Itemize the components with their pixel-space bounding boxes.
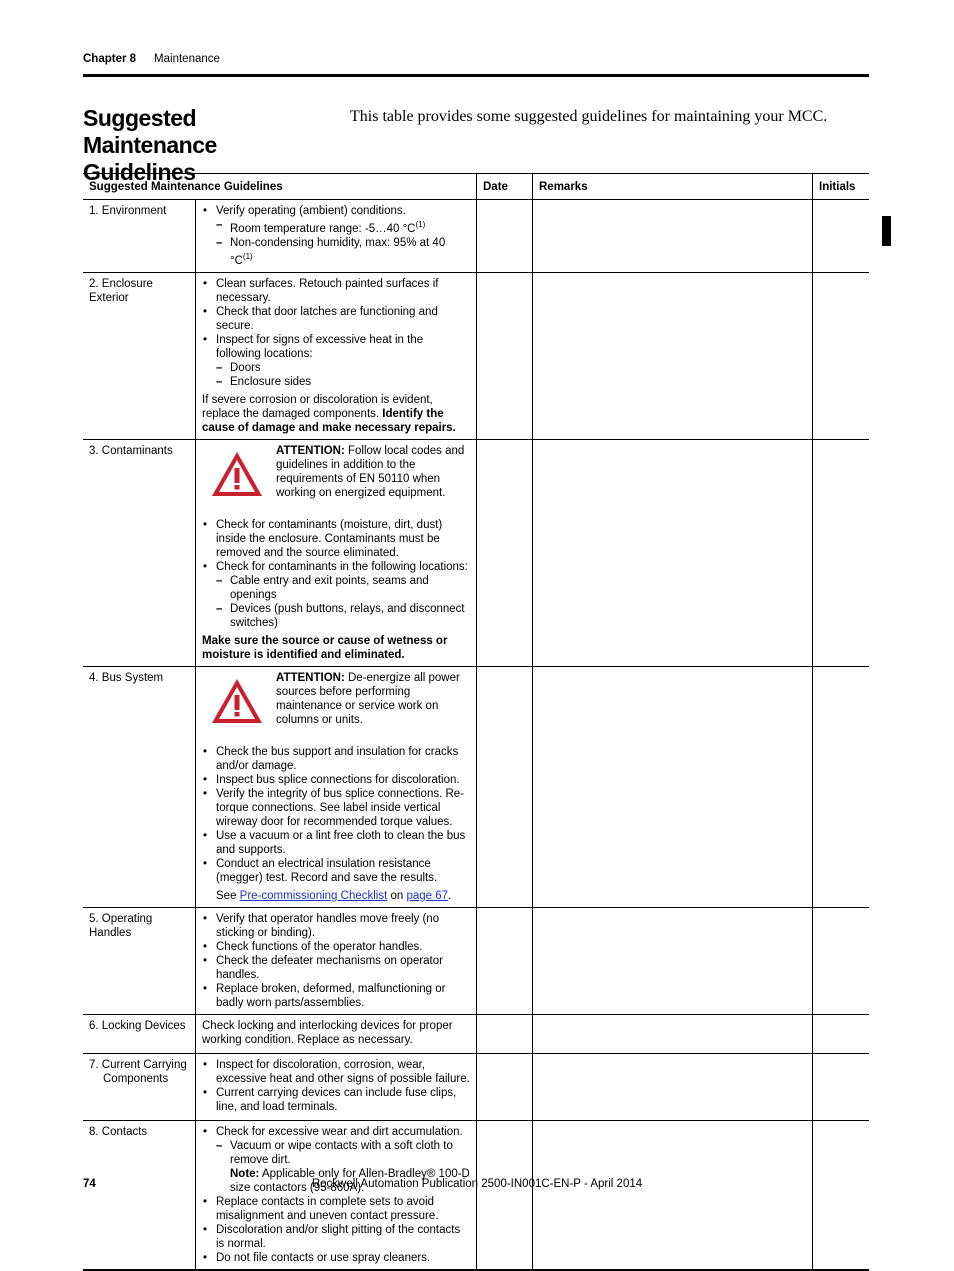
publication-footer: Rockwell Automation Publication 2500-IN001C-EN-P - April 2014 [311,1178,643,1190]
sub-item: – Room temperature range: -5…40 $^\circ C^{(1)}$ [230,218,470,236]
remarks-cell [533,200,813,273]
initials-cell [813,200,870,273]
row-label: 1. Environment [83,200,196,273]
list-item: • Inspect bus splice connections for discoloration. [216,773,470,787]
remarks-cell [533,907,813,1014]
sub-item: – Vacuum or wipe contacts with a soft cloth to remove dirt. Note: Applicable only for Allen-Bradley® 100-D size contactors (95-860A). [230,1139,470,1195]
guideline-cell [196,200,477,273]
sub-item: – Devices (push buttons, relays, and disconnect switches) [230,602,470,630]
date-cell [477,200,533,273]
maintenance-table [83,173,869,1271]
guideline-cell [196,907,477,1014]
row-label: 6. Locking Devices [83,1014,196,1053]
remarks-cell [533,1053,813,1120]
initials-cell [813,439,870,666]
guideline-cell [196,272,477,439]
table-row [83,200,869,273]
page-67-link[interactable]: page 67 [406,889,449,902]
page-title: Suggested Maintenance Guidelines [83,105,217,185]
col-header-date: Date [477,174,533,200]
list-item: • Check for contaminants in the following locations: – Cable entry and exit points, seams and openings – Devices (push buttons, relays, and disconnect switches) [216,560,470,630]
date-cell [477,1014,533,1053]
initials-cell [813,272,870,439]
row-label: 8. Contacts [83,1120,196,1270]
guideline-cell [196,439,477,666]
page-number: 74 [83,1178,96,1190]
initials-cell [813,1120,870,1270]
initials-cell [813,1053,870,1120]
attention-text: ATTENTION: Follow local codes and guidelines in addition to the requirements of EN 50110 when working on energized equipment. [276,444,465,499]
sub-item: – Cable entry and exit points, seams and openings [230,574,470,602]
row-label: 3. Contaminants [83,439,196,666]
date-cell [477,666,533,907]
list-item: • Use a vacuum or a lint free cloth to clean the bus and supports. [216,829,470,857]
list-item: • Clean surfaces. Retouch painted surfaces if necessary. [216,277,470,305]
pre-commissioning-checklist-link[interactable]: Pre-commissioning Checklist [239,889,388,902]
list-item: • Check functions of the operator handles. [216,940,470,954]
list-item: • Inspect for signs of excessive heat in the following locations: – Doors – Enclosure sides [216,333,470,389]
list-item: • Verify the integrity of bus splice connections. Re-torque connections. See label inside vertical wireway door for recommended torque values. [216,787,470,829]
guideline-cell [196,1014,477,1053]
table-row [83,666,869,907]
table-row [83,907,869,1014]
list-item: • Verify operating (ambient) conditions. – Room temperature range: -5…40 $^\circ C^{(1)}$ – Non-condensing humidity, max: 95% at 40 $^\circ C^{(1)}$ [216,204,470,268]
sub-item: – Non-condensing humidity, max: 95% at 40 $^\circ C^{(1)}$ [230,236,470,268]
list-item: • Current carrying devices can include fuse clips, line, and load terminals. [216,1086,470,1114]
remarks-cell [533,1120,813,1270]
guideline-cell [196,1053,477,1120]
warning-triangle-icon [210,677,264,725]
date-cell [477,272,533,439]
col-header-remarks: Remarks [533,174,813,200]
col-header-guidelines: Suggested Maintenance Guidelines [83,174,477,200]
date-cell [477,1053,533,1120]
list-item: • Do not file contacts or use spray cleaners. [216,1251,470,1265]
remarks-cell [533,1014,813,1053]
list-item: • Inspect for discoloration, corrosion, wear, excessive heat and other signs of possible failure. [216,1058,470,1086]
guideline-cell [196,1120,477,1270]
list-item: • Check that door latches are functioning and secure. [216,305,470,333]
date-cell [477,439,533,666]
header-rule [83,74,869,77]
running-header [83,53,220,65]
row-label: 4. Bus System [83,666,196,907]
remarks-cell [533,666,813,907]
initials-cell [813,666,870,907]
col-header-initials: Initials [813,174,870,200]
attention-block [202,444,470,500]
chapter-tab-marker [882,216,891,246]
table-row [83,1014,869,1053]
initials-cell [813,907,870,1014]
date-cell [477,1120,533,1270]
guideline-cell [196,666,477,907]
guideline-text: Check locking and interlocking devices for proper working condition. Replace as necessary. [202,1019,453,1046]
sub-item: – Enclosure sides [230,375,470,389]
intro-text: This table provides some suggested guidelines for maintaining your MCC. [350,108,828,125]
row-label: 7. Current Carrying Components [83,1053,196,1120]
section-label: Maintenance [154,53,220,65]
table-row [83,272,869,439]
row-label: 2. Enclosure Exterior [83,272,196,439]
list-item: • Check the bus support and insulation for cracks and/or damage. [216,745,470,773]
date-cell [477,907,533,1014]
table-row [83,1120,869,1270]
list-item: • Discoloration and/or slight pitting of the contacts is normal. [216,1223,470,1251]
warning-triangle-icon [210,450,264,498]
see-also: See Pre-commissioning Checklist on page 67. [216,889,452,902]
row-label: 5. Operating Handles [83,907,196,1014]
note-paragraph: Make sure the source or cause of wetness or moisture is identified and eliminated. [202,634,448,661]
list-item: • Check for excessive wear and dirt accumulation. – Vacuum or wipe contacts with a soft cloth to remove dirt. Note: Applicable only for Allen-Bradley® 100-D size contactors (95-860A). [216,1125,470,1195]
attention-text: ATTENTION: De-energize all power sources before performing maintenance or service work on columns or units. [276,671,460,726]
list-item: • Conduct an electrical insulation resistance (megger) test. Record and save the results. [216,857,470,885]
table-row [83,1053,869,1120]
chapter-label: Chapter 8 [83,53,137,65]
initials-cell [813,1014,870,1053]
table-row [83,439,869,666]
list-item: • Replace broken, deformed, malfunctioning or badly worn parts/assemblies. [216,982,470,1010]
list-item: • Check the defeater mechanisms on operator handles. [216,954,470,982]
note-paragraph: If severe corrosion or discoloration is evident, replace the damaged components. Identify the cause of damage and make necessary repairs. [202,393,456,434]
remarks-cell [533,439,813,666]
attention-block [202,671,470,727]
list-item: • Replace contacts in complete sets to avoid misalignment and uneven contact pressure. [216,1195,470,1223]
remarks-cell [533,272,813,439]
list-item: • Check for contaminants (moisture, dirt, dust) inside the enclosure. Contaminants must be removed and the source eliminated. [216,518,470,560]
list-item: • Verify that operator handles move freely (no sticking or binding). [216,912,470,940]
table-header-row [83,174,869,200]
sub-item: – Doors [230,361,470,375]
